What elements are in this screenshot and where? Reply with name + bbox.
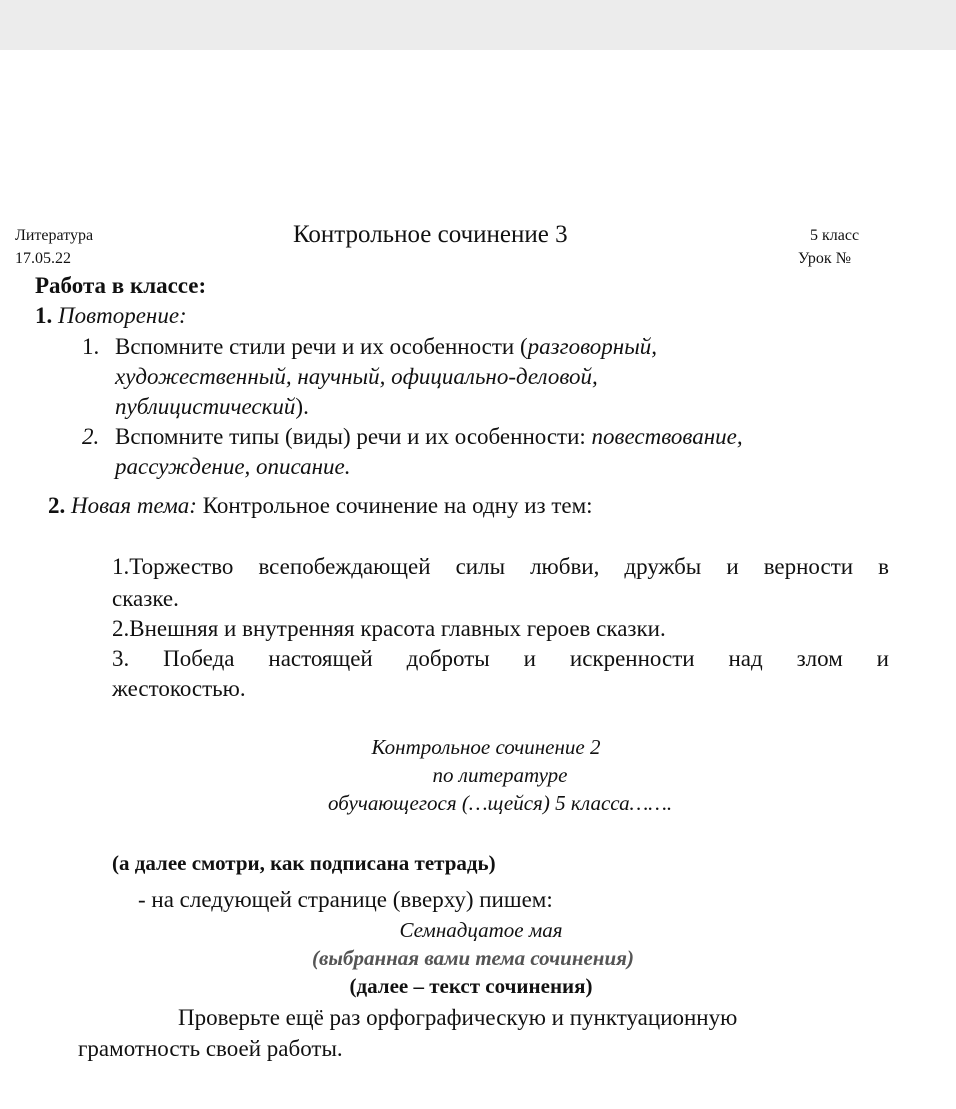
topic1-line1: 1.Торжество всепобеждающей силы любви, дружбы и верности в bbox=[112, 555, 889, 579]
grade-label: 5 класс bbox=[810, 227, 860, 244]
section-class-heading: Работа в классе: bbox=[35, 273, 207, 298]
topic2: 2.Внешняя и внутренняя красота главных героев сказки. bbox=[112, 616, 666, 641]
notebook-note: (а далее смотри, как подписана тетрадь) bbox=[112, 851, 496, 875]
task2-text: Вспомните типы (виды) речи и их особенности: bbox=[115, 424, 592, 449]
date-words: Семнадцатое мая bbox=[399, 918, 563, 942]
task2-italic: повествование, bbox=[591, 424, 743, 449]
task2-line1 bbox=[115, 425, 743, 448]
subject-label: Литература bbox=[15, 227, 94, 244]
lesson-label: Урок № bbox=[798, 250, 851, 267]
item2-label: Новая тема: bbox=[71, 493, 197, 518]
final-line1: Проверьте ещё раз орфографическую и пунктуационную bbox=[178, 1005, 738, 1030]
task1-text: Вспомните стили речи и их особенности ( bbox=[115, 334, 528, 359]
task1-line1 bbox=[115, 335, 657, 358]
task1-line2: художественный, научный, официально-деловой, bbox=[115, 364, 598, 389]
final-line2: грамотность своей работы. bbox=[78, 1036, 343, 1061]
task1-text-end: ). bbox=[295, 394, 309, 419]
item2-text: Контрольное сочинение на одну из тем: bbox=[196, 493, 593, 518]
task1-number: 1. bbox=[82, 334, 100, 359]
chosen-topic-placeholder: (выбранная вами тема сочинения) bbox=[312, 946, 634, 970]
topic1-line2: сказке. bbox=[112, 586, 179, 611]
cover-line2: по литературе bbox=[432, 763, 568, 787]
date-label: 17.05.22 bbox=[15, 250, 71, 267]
item1-label: Повторение: bbox=[58, 303, 187, 328]
top-bar bbox=[0, 0, 956, 50]
task1-line3 bbox=[115, 395, 309, 418]
topic3-line1: 3. Победа настоящей доброты и искренности над злом и bbox=[112, 647, 889, 671]
topic3-line2: жестокостью. bbox=[112, 676, 246, 701]
task2-number: 2. bbox=[82, 424, 100, 449]
essay-text-placeholder: (далее – текст сочинения) bbox=[349, 974, 593, 998]
task1-italic-end: публицистический bbox=[115, 394, 296, 419]
item2-heading bbox=[48, 494, 593, 517]
next-page-instruction: - на следующей странице (вверху) пишем: bbox=[138, 887, 553, 912]
item2-number: 2. bbox=[48, 493, 66, 518]
page-title: Контрольное сочинение 3 bbox=[293, 221, 568, 248]
cover-line3: обучающегося (…щейся) 5 класса……. bbox=[328, 791, 673, 815]
task2-line2: рассуждение, описание. bbox=[115, 454, 351, 479]
task1-italic: разговорный, bbox=[527, 334, 658, 359]
cover-line1: Контрольное сочинение 2 bbox=[371, 735, 601, 759]
item1-heading bbox=[35, 304, 187, 327]
item1-number: 1. bbox=[35, 303, 53, 328]
